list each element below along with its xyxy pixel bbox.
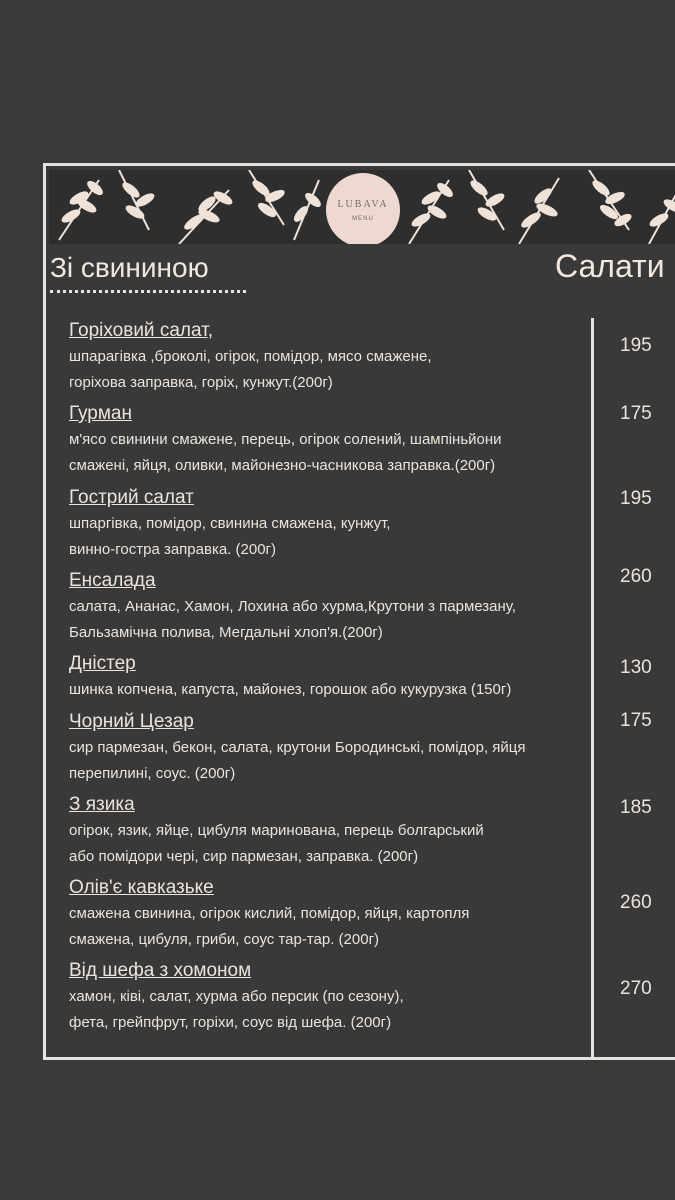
item-name: Від шефа з хомоном: [69, 960, 252, 981]
item-price: 270: [620, 978, 652, 999]
item-desc: смажена свинина, огірок кислий, помідор, яйця, картопля: [69, 905, 470, 922]
item-desc: хамон, ківі, салат, хурма або персик (по сезону),: [69, 988, 404, 1005]
logo: [326, 173, 400, 244]
menu-item: [69, 318, 594, 396]
dotted-underline: [50, 290, 246, 293]
logo-sub: MENU: [352, 215, 374, 222]
leaf-banner: [49, 170, 675, 244]
item-desc: винно-гостра заправка. (200г): [69, 541, 277, 558]
menu-item: [69, 401, 594, 479]
item-price: 260: [620, 566, 652, 587]
item-name: З язика: [69, 794, 135, 815]
menu-item: [69, 792, 594, 870]
item-desc: м'ясо свинини смажене, перець, огірок солений, шампіньйони: [69, 431, 502, 448]
item-name: Олів'є кавказьке: [69, 877, 214, 898]
item-name: Горіховий салат,: [69, 320, 214, 341]
item-desc: огірок, язик, яйце, цибуля маринована, перець болгарський: [69, 822, 484, 839]
menu-item: [69, 485, 594, 563]
item-desc: шинка копчена, капуста, майонез, горошок або кукурузка (150г): [69, 681, 512, 698]
item-desc: сир пармезан, бекон, салата, крутони Бородинські, помідор, яйця: [69, 739, 526, 756]
item-desc: перепилині, соус. (200г): [69, 765, 236, 782]
item-price: 175: [620, 403, 652, 424]
item-desc: фета, грейпфрут, горіхи, соус від шефа. (200г): [69, 1014, 392, 1031]
item-desc: салата, Ананас, Хамон, Лохина або хурма,Крутони з пармезану,: [69, 598, 516, 615]
item-desc: смажена, цибуля, гриби, соус тар-тар. (200г): [69, 931, 380, 948]
item-name: Дністер: [69, 653, 136, 674]
item-desc: або помідори чері, сир пармезан, заправка. (200г): [69, 848, 419, 865]
item-desc: шпарагівка ,броколі, огірок, помідор, мясо смажене,: [69, 348, 432, 365]
item-price: 195: [620, 488, 652, 509]
logo-name: LUBAVA: [337, 198, 389, 210]
section-title: Салати: [555, 248, 665, 284]
item-price: 195: [620, 335, 652, 356]
item-name: Енсалада: [69, 570, 156, 591]
item-name: Гурман: [69, 403, 132, 424]
item-name: Гострий салат: [69, 487, 194, 508]
item-desc: горіхова заправка, горіх, кунжут.(200г): [69, 374, 333, 391]
item-desc: шпаргівка, помідор, свинина смажена, кунжут,: [69, 515, 391, 532]
menu-item: [69, 651, 594, 703]
item-price: 185: [620, 797, 652, 818]
item-price: 175: [620, 710, 652, 731]
section-subtitle: Зі свининою: [50, 252, 209, 283]
item-desc: Бальзамічна полива, Мегдальні хлоп'я.(200г): [69, 624, 383, 641]
menu-item: [69, 568, 594, 646]
item-name: Чорний Цезар: [69, 711, 194, 732]
menu-item: [69, 958, 594, 1036]
menu-item: [69, 709, 594, 787]
item-price: 130: [620, 657, 652, 678]
item-price: 260: [620, 892, 652, 913]
menu-item: [69, 875, 594, 953]
item-desc: смажені, яйця, оливки, майонезно-часникова заправка.(200г): [69, 457, 496, 474]
